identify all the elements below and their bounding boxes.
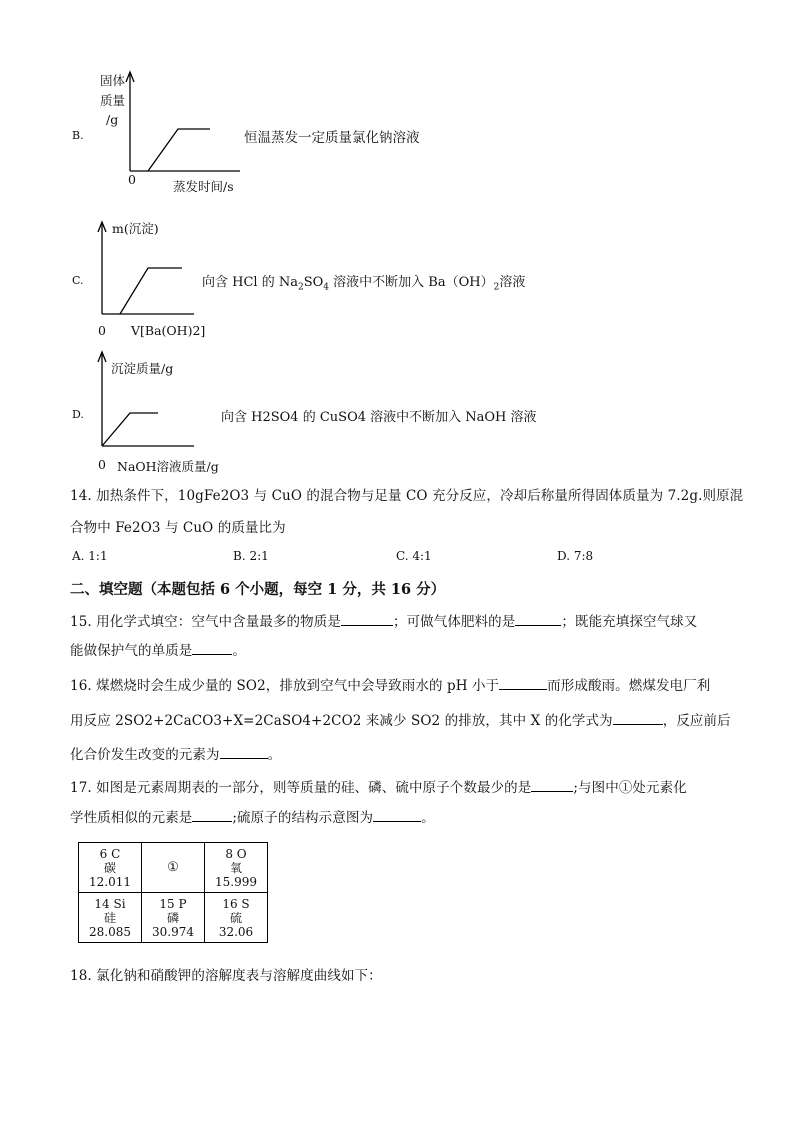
graph-c-plot <box>92 220 202 320</box>
q14-option-c: C. 4:1 <box>396 549 432 563</box>
q16-blank-3[interactable] <box>220 746 268 759</box>
element-cell-carbon: 6 C 碳 12.011 <box>79 843 142 893</box>
graph-d-origin: 0 <box>98 457 106 472</box>
q16-line-2: 用反应 2SO2+2CaCO3+X=2CaSO4+2CO2 来减少 SO2 的排放，其中 X 的化学式为 ，反应前后 <box>70 713 731 729</box>
graph-c-ylabel: m(沉淀) <box>112 221 159 236</box>
element-cell-silicon: 14 Si 硅 28.085 <box>79 893 142 943</box>
graph-d-ylabel: 沉淀质量/g <box>111 361 174 376</box>
q15-blank-2[interactable] <box>515 613 561 626</box>
graph-b-origin: 0 <box>128 172 136 187</box>
element-cell-blank-1: ① <box>142 843 205 893</box>
periodic-table-excerpt <box>78 842 268 943</box>
element-cell-oxygen: 8 O 氧 15.999 <box>205 843 268 893</box>
periodic-table-row <box>79 893 268 943</box>
element-cell-phosphorus: 15 P 磷 30.974 <box>142 893 205 943</box>
q14-option-d: D. 7:8 <box>557 549 594 563</box>
element-cell-sulfur: 16 S 硫 32.06 <box>205 893 268 943</box>
q16-line-1: 16. 煤燃烧时会生成少量的 SO2，排放到空气中会导致雨水的 pH 小于 而形成酸雨。燃煤发电厂利 <box>70 678 711 694</box>
graph-c-xlabel: V[Ba(OH)2] <box>131 323 206 338</box>
graph-b-description: 恒温蒸发一定质量氯化钠溶液 <box>244 130 420 146</box>
graph-d-description: 向含 H2SO4 的 CuSO4 溶液中不断加入 NaOH 溶液 <box>221 410 537 425</box>
option-c-letter: C. <box>72 274 84 287</box>
q15-blank-1[interactable] <box>341 613 393 626</box>
q15-line-1: 15. 用化学式填空：空气中含量最多的物质是 ；可做气体肥料的是 ；既能充填探空气球又 <box>70 614 698 630</box>
graph-d-curve <box>102 413 158 446</box>
graph-b-ylabel-1: 固体 <box>100 73 126 88</box>
graph-c-description: 向含 HCl 的 $Na_2SO_4$ 溶液中不断加入 $Ba(OH)_2$溶液 <box>202 275 526 293</box>
q14-option-a: A. 1:1 <box>72 549 108 563</box>
q17-blank-2[interactable] <box>192 809 232 822</box>
q17-line-1: 17. 如图是元素周期表的一部分，则等质量的硅、磷、硫中原子个数最少的是 ;与图中①处元素化 <box>70 780 687 796</box>
section-2-heading: 二、填空题（本题包括 6 个小题，每空 1 分，共 16 分） <box>70 581 446 598</box>
periodic-table-row <box>79 843 268 893</box>
q17-line-2: 学性质相似的元素是 ;硫原子的结构示意图为 。 <box>70 810 435 826</box>
graph-d-plot <box>92 350 202 450</box>
graph-b-ylabel-2: 质量 <box>100 93 126 108</box>
q14-line-1: 14. 加热条件下，10gFe2O3 与 CuO 的混合物与足量 CO 充分反应，冷却后称量所得固体质量为 7.2g.则原混 <box>70 488 744 504</box>
graph-b-ylabel-3: /g <box>106 112 119 127</box>
q16-line-3: 化合价发生改变的元素为 。 <box>70 747 282 763</box>
q15-blank-3[interactable] <box>192 642 232 655</box>
graph-b-curve <box>148 129 210 171</box>
q15-line-2: 能做保护气的单质是 。 <box>70 643 247 659</box>
q17-blank-1[interactable] <box>531 779 573 792</box>
q14-option-b: B. 2:1 <box>233 549 269 563</box>
graph-c-origin: 0 <box>98 323 106 338</box>
q16-blank-1[interactable] <box>499 677 547 690</box>
graph-b-plot <box>120 70 250 180</box>
option-d-letter: D. <box>72 408 84 421</box>
graph-d-xlabel: NaOH溶液质量/g <box>117 459 219 474</box>
graph-c-curve <box>120 268 182 314</box>
q14-line-2: 合物中 Fe2O3 与 CuO 的质量比为 <box>70 520 286 536</box>
option-b-letter: B. <box>72 129 84 142</box>
q17-blank-3[interactable] <box>373 809 421 822</box>
q18-line-1: 18. 氯化钠和硝酸钾的溶解度表与溶解度曲线如下： <box>70 968 382 984</box>
graph-b-xlabel: 蒸发时间/s <box>173 179 234 194</box>
q16-blank-2[interactable] <box>613 712 663 725</box>
